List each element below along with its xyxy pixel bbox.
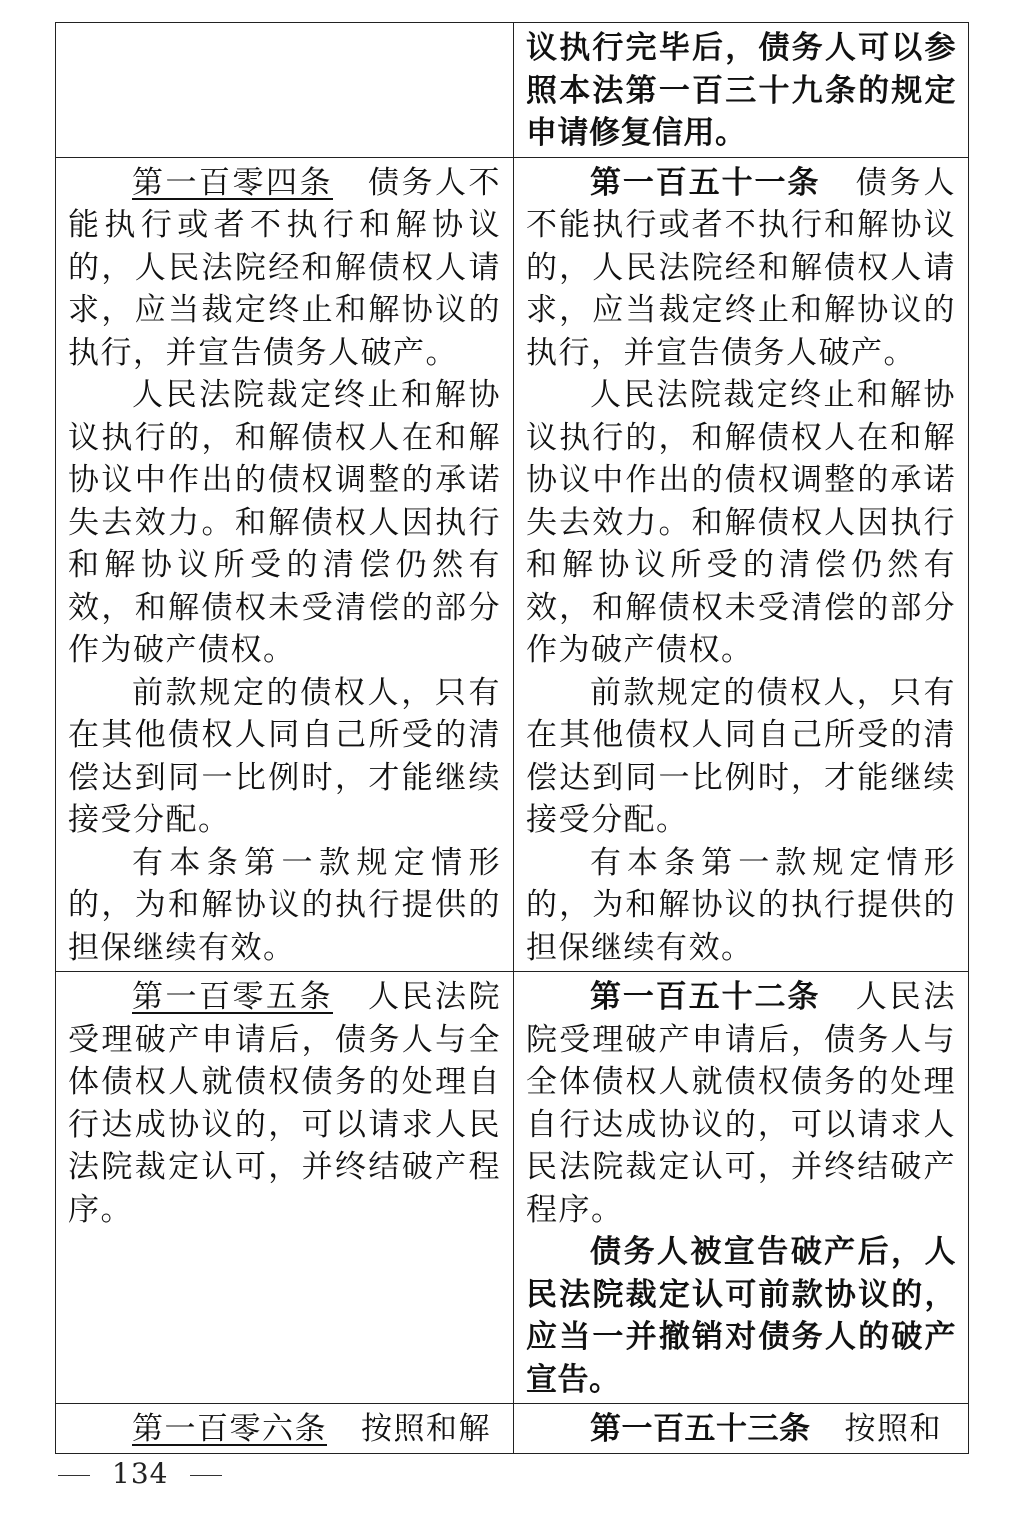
left-cell [56, 972, 514, 1404]
table-row [56, 23, 969, 158]
right-cell [514, 1404, 969, 1454]
article-paragraph [68, 976, 501, 1231]
article-number: 第一百零四条 [132, 164, 333, 201]
article-text: 人民法院受理破产申请后，债务人与全体债权人就债权债务的处理自行达成协议的，可以请求人民法院裁定认可，并终结破产程序。 [526, 979, 957, 1228]
paragraph: 有本条第一款规定情形的，为和解协议的执行提供的担保继续有效。 [526, 844, 956, 966]
paragraph: 人民法院裁定终止和解协议执行的，和解债权人在和解协议中作出的债权调整的承诺失去效力。和解债权人因执行和解协议所受的清偿仍然有效，和解债权未受清偿的部分作为破产债权。 [68, 377, 501, 668]
paragraph: 前款规定的债权人，只有在其他债权人同自己所受的清偿达到同一比例时，才能继续接受分配。 [526, 674, 956, 838]
page-footer [36, 1457, 244, 1490]
amendment-paragraph: 债务人被宣告破产后，人民法院裁定认可前款协议的，应当一并撤销对债务人的破产宣告。 [526, 1234, 956, 1398]
article-number: 第一百五十一条 [590, 164, 821, 201]
article-number: 第一百零六条 [132, 1411, 327, 1447]
right-cell [514, 157, 969, 972]
article-paragraph [526, 1408, 956, 1451]
table-row [56, 1404, 969, 1454]
page-number: 134 [112, 1457, 169, 1490]
article-paragraph [68, 162, 501, 375]
left-cell [56, 23, 514, 158]
left-cell [56, 157, 514, 972]
table-row [56, 972, 969, 1404]
left-cell [56, 1404, 514, 1454]
footer-dash-right [190, 1475, 222, 1476]
right-cell [514, 972, 969, 1404]
article-paragraph [526, 162, 956, 375]
article-text: 按照和解 [361, 1411, 491, 1447]
article-text: 按照和 [844, 1411, 942, 1447]
paragraph: 前款规定的债权人，只有在其他债权人同自己所受的清偿达到同一比例时，才能继续接受分配。 [68, 674, 501, 838]
article-number: 第一百五十二条 [590, 979, 821, 1015]
paragraph: 人民法院裁定终止和解协议执行的，和解债权人在和解协议中作出的债权调整的承诺失去效力。和解债权人因执行和解协议所受的清偿仍然有效，和解债权未受清偿的部分作为破产债权。 [526, 377, 956, 668]
article-number: 第一百五十三条 [590, 1411, 811, 1447]
footer-dash-left [58, 1475, 90, 1476]
article-text: 人民法院受理破产申请后，债务人与全体债权人就债权债务的处理自行达成协议的，可以请求人民法院裁定认可，并终结破产程序。 [68, 979, 501, 1228]
paragraph: 有本条第一款规定情形的，为和解协议的执行提供的担保继续有效。 [68, 844, 501, 966]
amendment-paragraph: 议执行完毕后，债务人可以参照本法第一百三十九条的规定申请修复信用。 [526, 30, 956, 151]
comparison-page [55, 22, 969, 1454]
article-number: 第一百零五条 [132, 979, 333, 1015]
article-paragraph [68, 1408, 501, 1451]
right-cell [514, 23, 969, 158]
comparison-table [55, 22, 969, 1454]
table-row [56, 157, 969, 972]
article-text: 债务人不能执行或者不执行和解协议的，人民法院经和解债权人请求，应当裁定终止和解协议的执行，并宣告债务人破产。 [68, 164, 501, 371]
article-paragraph [526, 976, 956, 1231]
article-text: 债务人不能执行或者不执行和解协议的，人民法院经和解债权人请求，应当裁定终止和解协议的执行，并宣告债务人破产。 [526, 164, 957, 371]
